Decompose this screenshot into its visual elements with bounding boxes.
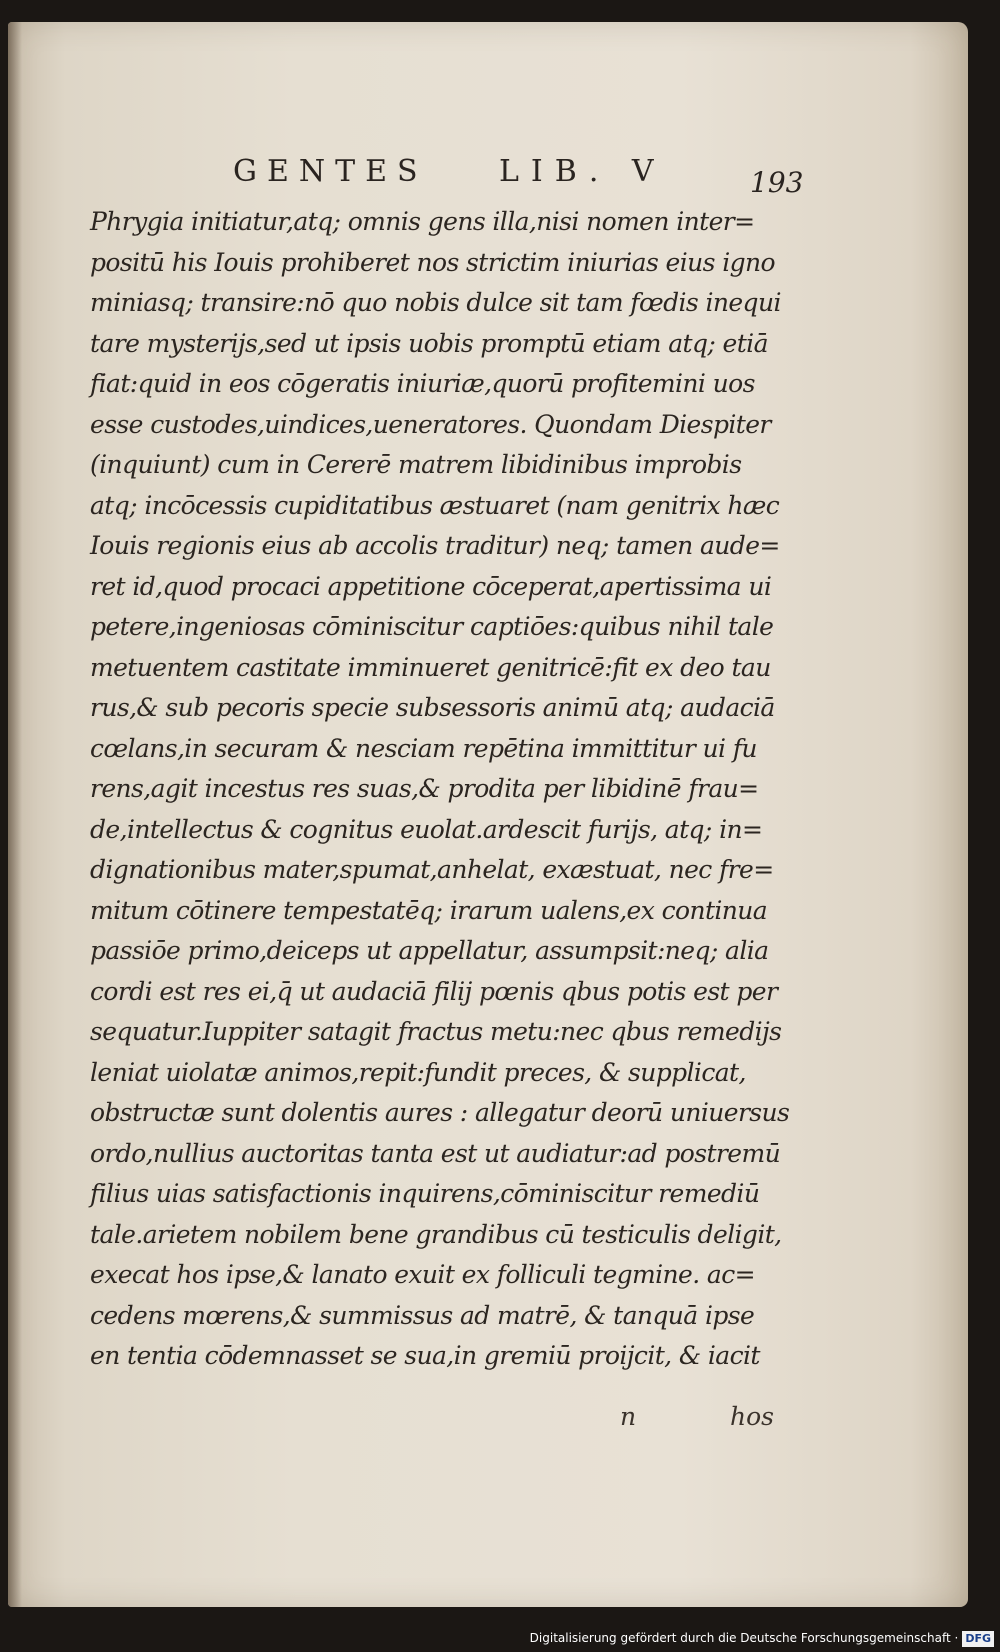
- text-line: sequatur.Iuppiter satagit fractus metu:nec qbus remedijs: [90, 1017, 782, 1046]
- text-line: en tentia cōdemnasset se sua,in gremiū proijcit, & iacit: [90, 1341, 760, 1370]
- text-line: cœlans,in securam & nesciam repētina immittitur ui fu: [90, 733, 757, 763]
- text-line: metuentem castitate imminueret genitricē:fit ex deo tau: [90, 652, 771, 682]
- text-line: passiōe primo,deiceps ut appellatur, assumpsit:neq; alia: [90, 936, 769, 965]
- page-number: 193: [750, 166, 804, 199]
- dfg-logo: DFG: [962, 1631, 994, 1647]
- text-line: positū his Iouis prohiberet nos strictim iniurias eius igno: [90, 247, 775, 277]
- body-text: [90, 202, 805, 1377]
- digitization-footer: [530, 1628, 994, 1648]
- text-line: atq; incōcessis cupiditatibus æstuaret (nam genitrix hæc: [90, 490, 780, 520]
- text-line: rus,& sub pecoris specie subsessoris animū atq; audaciā: [90, 693, 775, 722]
- text-line: dignationibus mater,spumat,anhelat, exæstuat, nec fre=: [90, 855, 774, 884]
- text-line: mitum cōtinere tempestatēq; irarum ualens,ex continua: [90, 895, 768, 925]
- text-line: esse custodes,uindices,ueneratores. Quondam Diespiter: [90, 409, 771, 439]
- text-line: cordi est res ei,q̄ ut audaciā filij pœnis qbus potis est per: [90, 976, 778, 1006]
- text-line: de,intellectus & cognitus euolat.ardescit furijs, atq; in=: [90, 814, 763, 844]
- text-line: rens,agit incestus res suas,& prodita per libidinē frau=: [90, 774, 759, 803]
- text-line: execat hos ipse,& lanato exuit ex folliculi tegmine. ac=: [90, 1260, 755, 1289]
- text-line: tare mysterijs,sed ut ipsis uobis promptū etiam atq; etiā: [90, 328, 768, 358]
- running-header: [233, 154, 818, 198]
- text-line: ordo,nullius auctoritas tanta est ut audiatur:ad postremū: [90, 1138, 781, 1168]
- running-header-left: GENTES: [233, 154, 428, 189]
- text-line: fiat:quid in eos cōgeratis iniuriæ,quorū profitemini uos: [90, 369, 755, 398]
- signature-mark: n: [620, 1402, 637, 1431]
- text-line: leniat uiolatæ animos,repit:fundit preces, & supplicat,: [90, 1057, 746, 1087]
- text-line: cedens mœrens,& summissus ad matrē, & tanquā ipse: [90, 1300, 755, 1330]
- footer-credit: Digitalisierung gefördert durch die Deutsche Forschungsgemeinschaft ·: [529, 1631, 959, 1645]
- book-page: [8, 22, 968, 1607]
- catchword: hos: [730, 1402, 774, 1431]
- text-line: (inquiunt) cum in Cererē matrem libidinibus improbis: [90, 450, 742, 479]
- text-line: obstructæ sunt dolentis aures : allegatur deorū uniuersus: [90, 1098, 790, 1127]
- text-line: petere,ingeniosas cōminiscitur captiōes:quibus nihil tale: [90, 612, 774, 641]
- text-line: miniasq; transire:nō quo nobis dulce sit tam fœdis inequi: [90, 288, 781, 317]
- text-line: ret id,quod procaci appetitione cōceperat,apertissima ui: [90, 571, 772, 601]
- text-line: filius uias satisfactionis inquirens,cōminiscitur remediū: [90, 1179, 760, 1208]
- text-line: tale.arietem nobilem bene grandibus cū testiculis deligit,: [90, 1219, 782, 1249]
- running-header-right: LIB. V: [499, 154, 666, 189]
- text-line: Iouis regionis eius ab accolis traditur) neq; tamen aude=: [90, 531, 780, 560]
- text-line: Phrygia initiatur,atq; omnis gens illa,nisi nomen inter=: [90, 207, 755, 236]
